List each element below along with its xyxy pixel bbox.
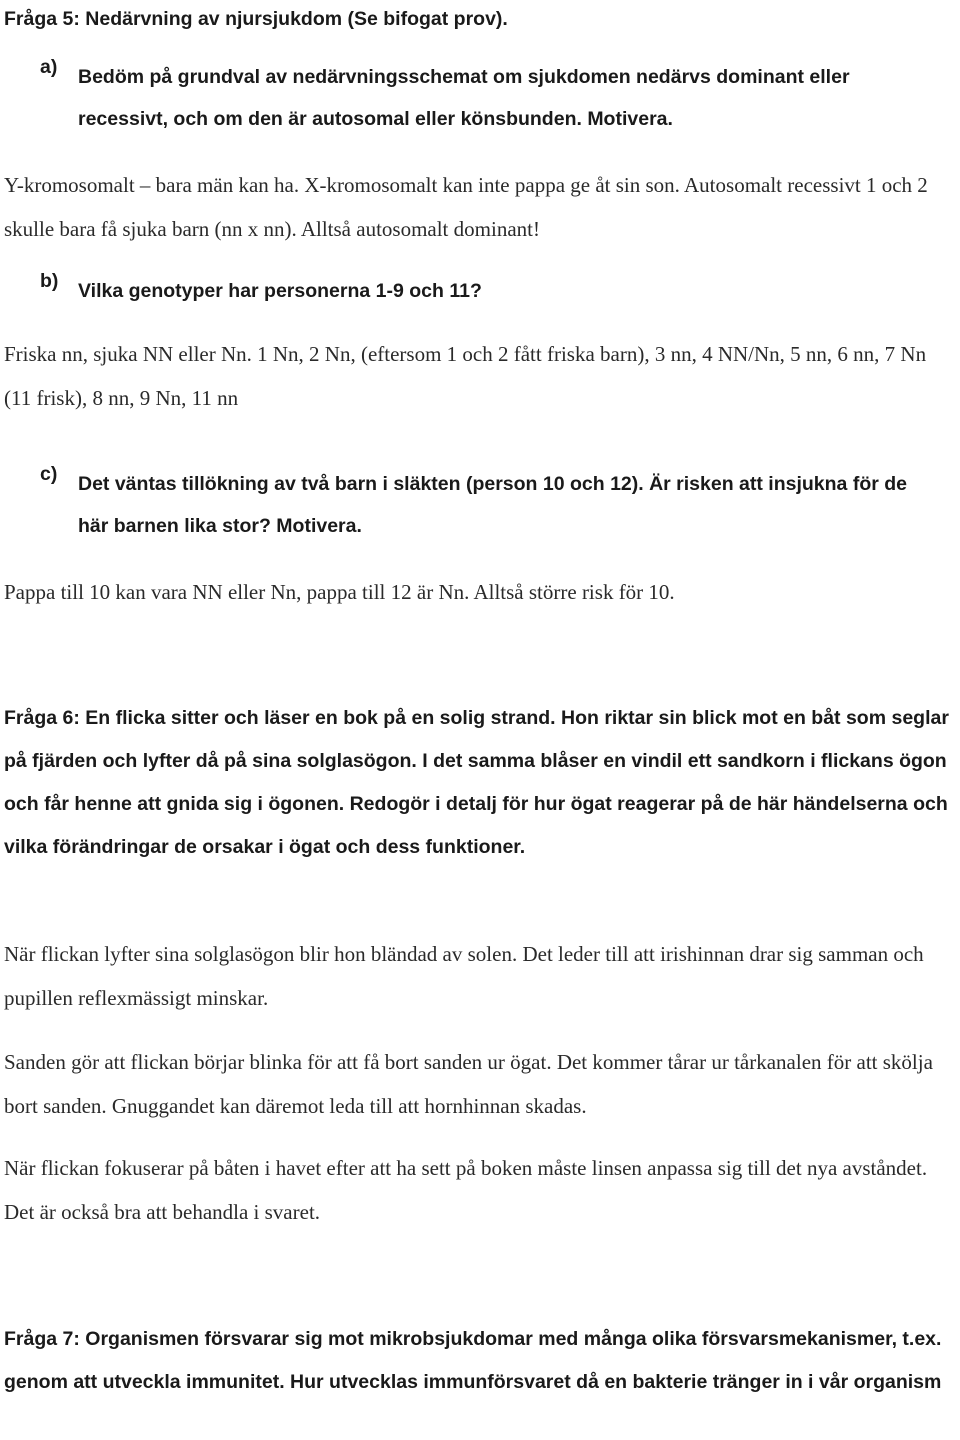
question-6-title: Fråga 6: En flicka sitter och läser en bok på en solig strand. Hon riktar sin blick mot en båt som seglar på fjärden och lyfter då på sina solglasögon. I det samma blåser en vindil ett sandkorn i flickans ögon och får henne att gnida sig i ögonen. Redogör i detalj för hur ögat reagerar på de här händelserna och vilka förändringar de orsakar i ögat och dess funktioner. [4, 707, 949, 858]
question-5b [40, 270, 940, 312]
question-5a-label: a) [40, 56, 58, 78]
answer-6-paragraph-1: När flickan lyfter sina solglasögon blir hon bländad av solen. Det leder till att irishinnan drar sig samman och pupillen reflexmässigt minskar. [4, 942, 924, 1010]
answer-5c: Pappa till 10 kan vara NN eller Nn, pappa till 12 är Nn. Alltså större risk för 10. [4, 580, 675, 604]
question-7-title: Fråga 7: Organismen försvarar sig mot mikrobsjukdomar med många olika försvarsmekanismer, t.ex. genom att utveckla immunitet. Hur utvecklas immunförsvaret då en bakterie tränger in i vår organism [4, 1328, 942, 1393]
question-5b-label: b) [40, 270, 59, 292]
question-5c-text: Det väntas tillökning av två barn i släkten (person 10 och 12). Är risken att insjukna för de här barnen lika stor? Motivera. [78, 473, 907, 537]
question-5a-text: Bedöm på grundval av nedärvningsschemat om sjukdomen nedärvs dominant eller recessivt, och om den är autosomal eller könsbunden. Motivera. [78, 66, 850, 130]
answer-5a: Y-kromosomalt – bara män kan ha. X-kromosomalt kan inte pappa ge åt sin son. Autosomalt recessivt 1 och 2 skulle bara få sjuka barn (nn x nn). Alltså autosomalt dominant! [4, 173, 928, 241]
question-5c [40, 463, 940, 547]
question-5c-label: c) [40, 463, 58, 485]
answer-6-paragraph-2: Sanden gör att flickan börjar blinka för att få bort sanden ur ögat. Det kommer tårar ur tårkanalen för att skölja bort sanden. Gnuggandet kan däremot leda till att hornhinnan skadas. [4, 1050, 933, 1118]
answer-5b: Friska nn, sjuka NN eller Nn. 1 Nn, 2 Nn, (eftersom 1 och 2 fått friska barn), 3 nn, 4 NN/Nn, 5 nn, 6 nn, 7 Nn (11 frisk), 8 nn, 9 Nn, 11 nn [4, 342, 927, 410]
question-5b-text: Vilka genotyper har personerna 1-9 och 11? [78, 280, 482, 302]
question-5-title: Fråga 5: Nedärvning av njursjukdom (Se bifogat prov). [4, 8, 508, 30]
answer-6-paragraph-3: När flickan fokuserar på båten i havet efter att ha sett på boken måste linsen anpassa sig till det nya avståndet. Det är också bra att behandla i svaret. [4, 1156, 928, 1224]
question-5a [40, 56, 940, 140]
